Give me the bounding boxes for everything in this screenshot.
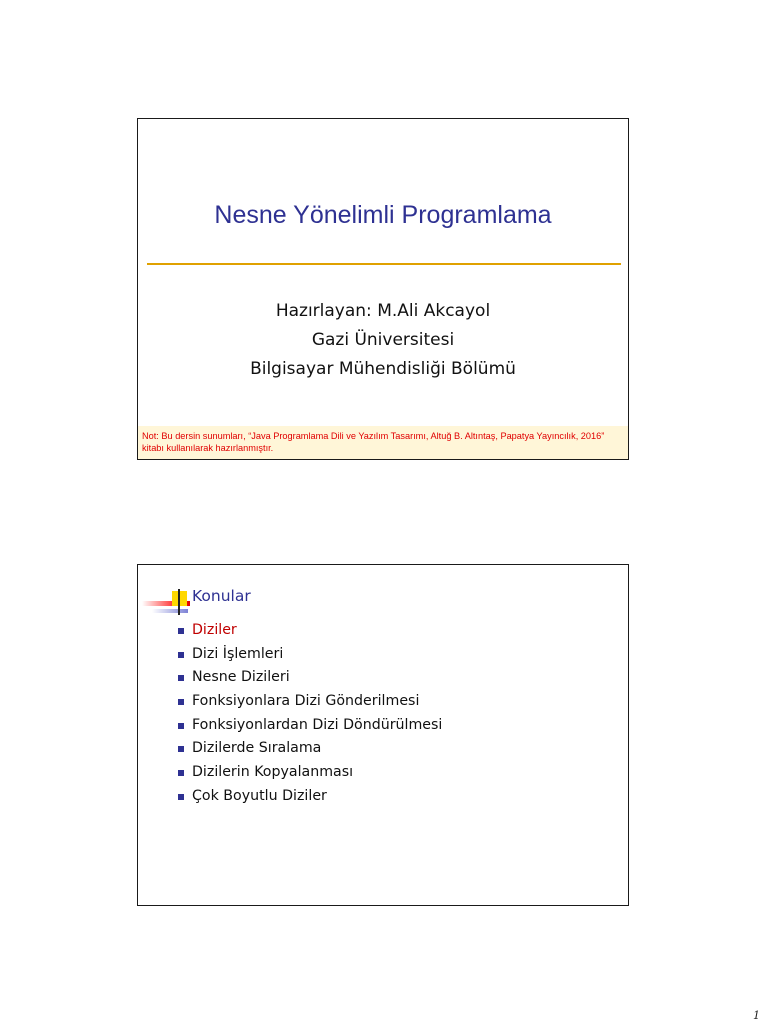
square-bullet-icon bbox=[178, 628, 184, 634]
list-item: Dizi İşlemleri bbox=[178, 643, 442, 667]
title-divider bbox=[147, 263, 621, 265]
square-bullet-icon bbox=[178, 723, 184, 729]
topics-slide bbox=[137, 564, 629, 906]
page-number: 1 bbox=[753, 1009, 760, 1022]
list-item: Diziler bbox=[178, 619, 442, 643]
square-bullet-icon bbox=[178, 794, 184, 800]
author-line: Hazırlayan: M.Ali Akcayol bbox=[275, 301, 491, 321]
slide-title: Nesne Yönelimli Programlama bbox=[214, 201, 552, 229]
topic-list bbox=[178, 619, 442, 809]
square-bullet-icon bbox=[178, 746, 184, 752]
slide-heading: Konular bbox=[192, 587, 251, 605]
square-bullet-icon bbox=[178, 770, 184, 776]
list-item: Nesne Dizileri bbox=[178, 666, 442, 690]
source-note: Not: Bu dersin sunumları, “Java Programlama Dili ve Yazılım Tasarımı, Altuğ B. Altıntaş, Papatya Yayıncılık, 2016” kitabı kullanılarak hazırlanmıştır. bbox=[138, 426, 628, 459]
department-line: Bilgisayar Mühendisliği Bölümü bbox=[250, 359, 516, 379]
university-line: Gazi Üniversitesi bbox=[311, 330, 455, 350]
list-item: Çok Boyutlu Diziler bbox=[178, 785, 442, 809]
title-slide bbox=[137, 118, 629, 460]
decorative-mark-icon bbox=[138, 565, 198, 625]
author-block bbox=[138, 297, 628, 384]
list-item: Fonksiyonlardan Dizi Döndürülmesi bbox=[178, 714, 442, 738]
square-bullet-icon bbox=[178, 652, 184, 658]
list-item: Dizilerde Sıralama bbox=[178, 737, 442, 761]
list-item: Dizilerin Kopyalanması bbox=[178, 761, 442, 785]
list-item: Fonksiyonlara Dizi Gönderilmesi bbox=[178, 690, 442, 714]
square-bullet-icon bbox=[178, 675, 184, 681]
square-bullet-icon bbox=[178, 699, 184, 705]
